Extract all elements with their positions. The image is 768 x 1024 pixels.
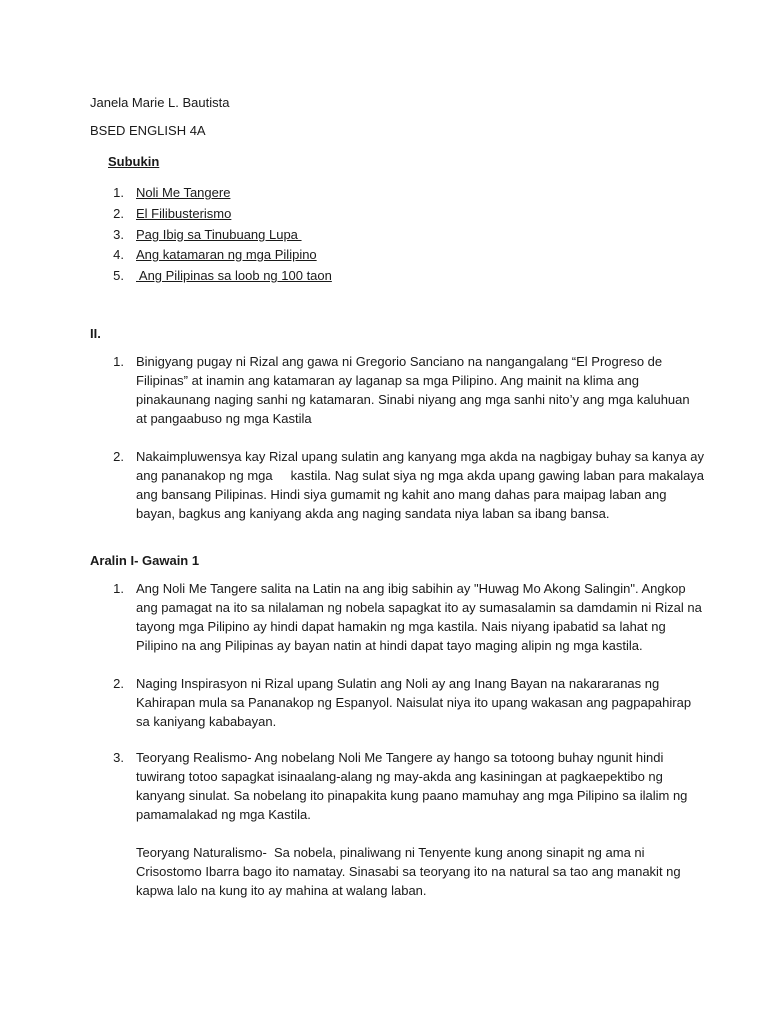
paragraph-line: kanyang sinulat. Sa nobelang ito pinapakita kung paano mamuhay ang mga Pilipino sa ilalim ng: [136, 788, 688, 803]
author-name: Janela Marie L. Bautista: [90, 95, 230, 110]
list-number: 2.: [113, 206, 124, 221]
paragraph-line: tuwirang totoo sapagkat isinaalang-alang ng may-akda ang kasiningan at pagkaepektibo ng: [136, 769, 663, 784]
paragraph-line: Naging Inspirasyon ni Rizal upang Sulatin ang Noli ay ang Inang Bayan na nakararanas ng: [136, 676, 660, 691]
paragraph-line: Kahirapan mula sa Pananakop ng Espanyol. Naisulat niya ito upang wakasan ang pagpapahirap: [136, 695, 692, 710]
part-two-title: II.: [90, 326, 101, 341]
list-number: 2.: [113, 676, 124, 691]
paragraph-line: Crisostomo Ibarra bago ito namatay. Sinasabi sa teoryang ito na natural sa tao ang manakit ng: [136, 864, 681, 879]
aralin-title: Aralin I- Gawain 1: [90, 553, 200, 568]
list-number: 3.: [113, 227, 124, 242]
paragraph-line: Teoryang Realismo- Ang nobelang Noli Me Tangere ay hango sa totoong buhay ngunit hindi: [136, 750, 664, 765]
paragraph-line: ang pamagat na ito sa nilalaman ng nobela sapagkat ito ay sumasalamin sa damdamin ni Rizal na: [136, 600, 702, 615]
list-item: Ang Pilipinas sa loob ng 100 taon: [136, 268, 332, 283]
paragraph: [136, 579, 702, 655]
list-item: Noli Me Tangere: [136, 185, 231, 200]
list-item: El Filibusterismo: [136, 206, 232, 221]
paragraph-line: Ang Noli Me Tangere salita na Latin na ang ibig sabihin ay "Huwag Mo Akong Salingin". Angkop: [136, 581, 686, 596]
paragraph-line: Teoryang Naturalismo- Sa nobela, pinaliwang ni Tenyente kung anong sinapit ng ama ni: [136, 845, 645, 860]
list-number: 5.: [113, 268, 124, 283]
paragraph: [136, 674, 696, 731]
paragraph-line: Filipinas” at inamin ang katamaran ay laganap sa mga Pilipino. Ang mainit na klima ang: [136, 373, 639, 388]
list-number: 1.: [113, 354, 124, 369]
paragraph: [136, 447, 705, 523]
list-number: 2.: [113, 449, 124, 464]
paragraph: [136, 843, 696, 900]
list-item: Pag Ibig sa Tinubuang Lupa: [136, 227, 302, 242]
list-number: 1.: [113, 185, 124, 200]
list-number: 1.: [113, 581, 124, 596]
list-number: 3.: [113, 750, 124, 765]
paragraph-line: Nakaimpluwensya kay Rizal upang sulatin ang kanyang mga akda na nagbigay buhay sa kanya ay: [136, 449, 705, 464]
paragraph-line: Binigyang pugay ni Rizal ang gawa ni Gregorio Sanciano na nangangalang “El Progreso de: [136, 354, 663, 369]
paragraph-line: sa kaniyang kababayan.: [136, 714, 277, 729]
paragraph-line: at pangaabuso ng mga Kastila: [136, 411, 312, 426]
paragraph-line: pamamalakad ng mga Kastila.: [136, 807, 311, 822]
paragraph-line: pinakaunang naging sanhi ng katamaran. Sinabi niyang ang mga sanhi nito’y ang mga kaluhuan: [136, 392, 690, 407]
paragraph-line: bayan, bagkus ang kaniyang akda ang naging sandata niya laban sa ibang bansa.: [136, 506, 610, 521]
list-item: Ang katamaran ng mga Pilipino: [136, 247, 317, 262]
paragraph: [136, 748, 696, 824]
paragraph-line: tayong mga Pilipino ay hindi dapat hamakin ng mga kastila. Nais niyang ipabatid sa lahat ng: [136, 619, 666, 634]
list-number: 4.: [113, 247, 124, 262]
paragraph: [136, 352, 696, 428]
paragraph-line: ang bansang Pilipinas. Hindi siya gumamit ng kahit ano mang dahas para maipag laban ang: [136, 487, 667, 502]
paragraph-line: kapwa lalo na kung ito ay mahina at walang laban.: [136, 883, 427, 898]
paragraph-line: ang pananakop ng mga kastila. Nag sulat siya ng mga akda upang gawing laban para makalaya: [136, 468, 705, 483]
section-label: BSED ENGLISH 4A: [90, 123, 206, 138]
subukin-title: Subukin: [108, 154, 160, 169]
paragraph-line: Pilipino na ang Pilipinas ay bayan natin at hindi dapat tayo maging alipin ng mga kastila.: [136, 638, 643, 653]
